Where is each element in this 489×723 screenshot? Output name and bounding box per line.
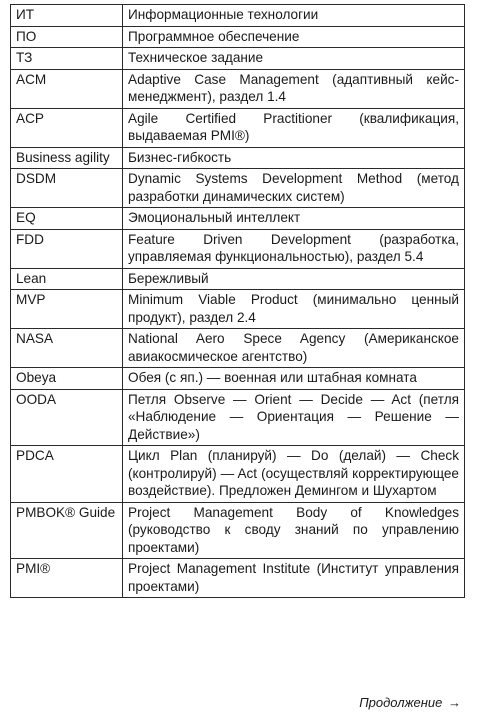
- term-cell: Lean: [11, 268, 123, 290]
- term-cell: DSDM: [11, 169, 123, 208]
- table-row: [11, 229, 465, 268]
- table-row: [11, 5, 465, 27]
- table-row: [11, 368, 465, 390]
- table-row: [11, 559, 465, 598]
- term-cell: ИТ: [11, 5, 123, 27]
- table-row: [11, 26, 465, 48]
- definition-cell: Программное обеспечение: [123, 26, 465, 48]
- table-row: [11, 108, 465, 147]
- term-cell: PMI®: [11, 559, 123, 598]
- table-row: [11, 268, 465, 290]
- term-cell: FDD: [11, 229, 123, 268]
- term-cell: ТЗ: [11, 48, 123, 70]
- term-cell: EQ: [11, 208, 123, 230]
- term-cell: ACM: [11, 69, 123, 108]
- table-row: [11, 290, 465, 329]
- definition-cell: Эмоциональный интеллект: [123, 208, 465, 230]
- continuation-label: Продолжение: [359, 695, 443, 710]
- term-cell: PDCA: [11, 446, 123, 503]
- term-cell: Business agility: [11, 147, 123, 169]
- table-row: [11, 502, 465, 559]
- definition-cell: Feature Driven Development (разработка, управляемая функциональностью), раздел 5.4: [123, 229, 465, 268]
- term-cell: NASA: [11, 329, 123, 368]
- definition-cell: Agile Certified Practitioner (квалификация, выдаваемая PMI®): [123, 108, 465, 147]
- definition-cell: National Aero Spece Agency (Американское авиакосмическое агентство): [123, 329, 465, 368]
- definition-cell: Project Management Institute (Институт управления проектами): [123, 559, 465, 598]
- definition-cell: Project Management Body of Knowledges (руководство к своду знаний по управлению проектами): [123, 502, 465, 559]
- table-row: [11, 208, 465, 230]
- definition-cell: Бизнес-гибкость: [123, 147, 465, 169]
- term-cell: ПО: [11, 26, 123, 48]
- table-row: [11, 446, 465, 503]
- table-row: [11, 169, 465, 208]
- continuation-arrow-icon: →: [448, 695, 461, 710]
- definition-cell: Бережливый: [123, 268, 465, 290]
- definition-cell: Цикл Plan (планируй) — Do (делай) — Check (контролируй) — Act (осуществляй корректирующее воздействие). Предложен Демингом и Шухартом: [123, 446, 465, 503]
- term-cell: OODA: [11, 389, 123, 446]
- term-cell: PMBOK® Guide: [11, 502, 123, 559]
- table-row: [11, 389, 465, 446]
- definition-cell: Обея (с яп.) — военная или штабная комната: [123, 368, 465, 390]
- abbreviations-table-body: [11, 5, 465, 598]
- term-cell: MVP: [11, 290, 123, 329]
- continuation-note: [359, 695, 461, 710]
- abbreviations-table: [10, 4, 465, 598]
- definition-cell: Adaptive Case Management (адаптивный кейс-менеджмент), раздел 1.4: [123, 69, 465, 108]
- definition-cell: Информационные технологии: [123, 5, 465, 27]
- definition-cell: Minimum Viable Product (минимально ценный продукт), раздел 2.4: [123, 290, 465, 329]
- table-row: [11, 69, 465, 108]
- table-row: [11, 48, 465, 70]
- term-cell: Obeya: [11, 368, 123, 390]
- term-cell: ACP: [11, 108, 123, 147]
- definition-cell: Техническое задание: [123, 48, 465, 70]
- definition-cell: Dynamic Systems Development Method (метод разработки динамических систем): [123, 169, 465, 208]
- table-row: [11, 329, 465, 368]
- definition-cell: Петля Observe — Orient — Decide — Act (петля «Наблюдение — Ориентация — Решение — Действие»): [123, 389, 465, 446]
- table-row: [11, 147, 465, 169]
